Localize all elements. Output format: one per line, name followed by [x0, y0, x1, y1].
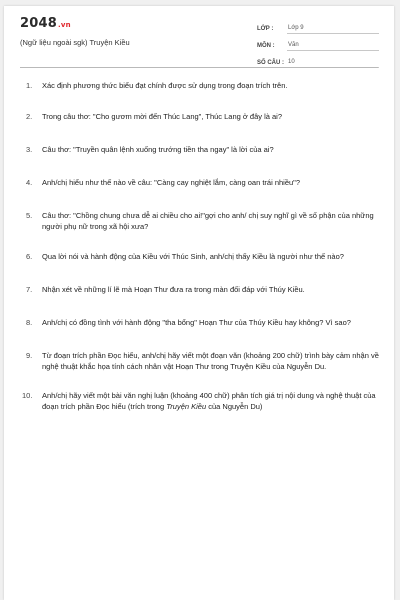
work-title: Truyện Kiều [166, 402, 207, 411]
question-number: 2. [26, 112, 33, 121]
meta-label: SỐ CÂU : [257, 60, 284, 66]
meta-label: MÔN : [257, 43, 275, 49]
question-item [20, 111, 382, 122]
document-title: (Ngữ liệu ngoài sgk) Truyện Kiều [20, 38, 130, 47]
meta-value: 10 [287, 59, 379, 68]
question-number: 1. [26, 81, 33, 90]
question-text [42, 391, 376, 411]
question-number: 4. [26, 178, 33, 187]
header-divider [20, 67, 378, 68]
question-item [20, 144, 382, 155]
question-list [20, 80, 382, 412]
question-item [20, 251, 382, 262]
question-number: 5. [26, 211, 33, 220]
question-item [20, 317, 382, 328]
meta-info [257, 20, 379, 71]
question-item [20, 390, 382, 412]
meta-row-subject [257, 37, 379, 51]
meta-label: LỚP : [257, 26, 274, 32]
question-text: Anh/chị hiểu như thế nào về câu: "Càng cay nghiệt lắm, càng oan trái nhiều"? [42, 178, 301, 187]
question-text: Qua lời nói và hành động của Kiều với Thúc Sinh, anh/chị thấy Kiều là người như thế nào? [42, 252, 344, 261]
question-text: Câu thơ: "Chồng chung chưa dễ ai chiều cho ai!"gợi cho anh/ chị suy nghĩ gì về số phận của những người phụ nữ trong xã hội xưa? [42, 211, 374, 231]
question-number: 3. [26, 145, 33, 154]
question-item [20, 80, 382, 91]
question-text: Câu thơ: "Truyền quân lệnh xuống trướng tiền tha ngay" là lời của ai? [42, 145, 274, 154]
question-number: 7. [26, 285, 33, 294]
question-number: 9. [26, 351, 33, 360]
meta-row-class [257, 20, 379, 34]
question-text: Xác định phương thức biểu đạt chính được sử dụng trong đoạn trích trên. [42, 81, 288, 90]
logo-text: 2048 [20, 16, 57, 31]
question-item [20, 284, 382, 295]
question-number: 6. [26, 252, 33, 261]
meta-value: Lớp 9 [287, 25, 379, 34]
question-text: Anh/chị có đồng tình với hành động "tha bổng" Hoạn Thư của Thúy Kiều hay không? Vì sao? [42, 318, 351, 327]
site-logo[interactable] [20, 16, 71, 31]
question-number: 10. [22, 391, 33, 400]
question-item [20, 350, 382, 372]
logo-suffix: .vn [57, 21, 71, 29]
meta-value: Văn [287, 42, 379, 51]
question-text-part: của Nguyễn Du) [206, 402, 263, 411]
meta-row-question-count [257, 54, 379, 68]
question-text: Trong câu thơ: "Cho gươm mời đến Thúc Lang", Thúc Lang ở đây là ai? [42, 112, 283, 121]
question-text-part: Anh/chị hãy viết một bài văn nghị luận (khoảng 400 chữ) phân tích giá trị nội dung và nghệ thuật của đoạn trích phần Đọc hiểu (trích trong [42, 391, 376, 411]
question-text: Nhận xét về những lí lẽ mà Hoạn Thư đưa ra trong màn đối đáp với Thúy Kiều. [42, 285, 305, 294]
question-number: 8. [26, 318, 33, 327]
question-text: Từ đoạn trích phần Đọc hiểu, anh/chị hãy viết một đoạn văn (khoảng 200 chữ) trình bày cảm nhận về nghệ thuật khắc họa tính cách nhân vật Hoạn Thư trong Truyện Kiều của Nguyễn Du. [42, 351, 379, 371]
question-item [20, 210, 382, 232]
question-item [20, 177, 382, 188]
worksheet-page [4, 6, 394, 600]
